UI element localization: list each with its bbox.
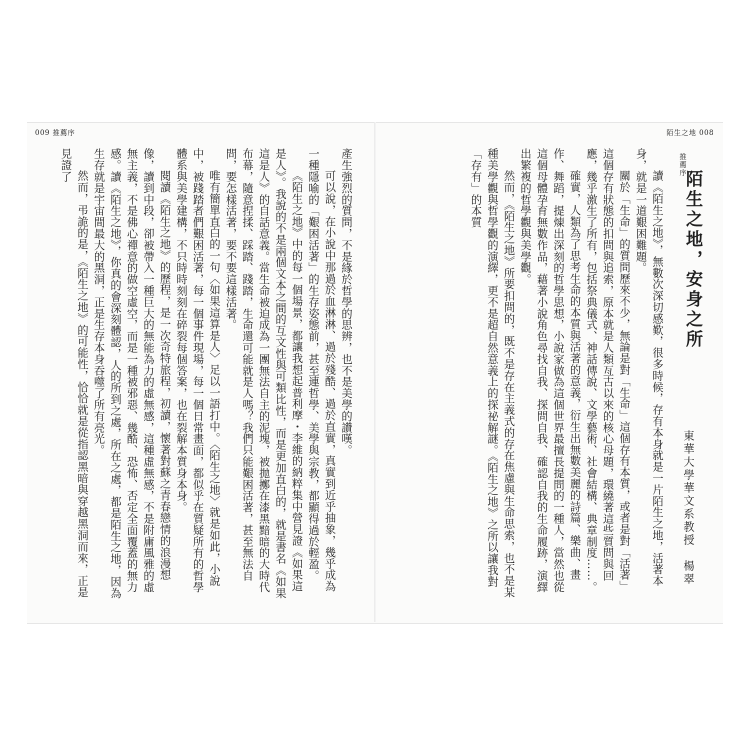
essay-title: 陌生之地，安身之所 [682, 170, 702, 350]
paragraph: 產生強烈的質問，不是緣於哲學的思辨，也不是美學的讚嘆。 [340, 148, 353, 456]
essay-tag: 推薦序 [679, 153, 687, 177]
paragraph: 閱讀《陌生之地》的歷程，是一次奇特旅程，初讀，懷著對蘇之青春戀情的浪漫想像，讀到中段，卻被帶入一種巨大的無能為力的虛無感，這種虛無感，不是附庸風雅的虛無主義，不是佛心禪意的做空虛空，而是一種被邪惡、幾酷、恐怖、否定全面覆蓋的無力感。讀《陌生之地》，你真的會深刻體認，人的所到之處，所在之處，都是陌生之地，因為生存就是宇宙間最大的黑洞，正是生存本身吞噬了所有亮光。 [92, 148, 172, 599]
paragraph: 關於「生命」的質問歷來不少，無論是對「生命」這個存有本質，或者是對「活著」這個存有狀態的扣問與追索，原本就是人類亙古以來的核心母題，環繞著這些質問與回應，幾乎激生了所有，包括祭典儀式、神話傳說、文學藝術、社會結構、典章制度……。 [585, 148, 631, 593]
paragraph: 《陌生之地》中的每一個場景，都讓我想起普利摩・李維的納粹集中營見證《如果這是人》。我說的不是兩個文本之間的互文性與可類比性，而是更加直白的，就是書名《如果這是人》的自話意義。當生命被迫成為一團無法自主的泥塊，被拋擲在漆黑黯暗的大時代布幕，隨意捏揉、踩踏、踐踏，生命還可能就是人嗎？我們只能艱困活著，甚至無法自問，要怎樣活著，要不要這樣活著。 [224, 148, 304, 599]
left-page-body [59, 148, 354, 600]
paragraph: 確實，人類為了思考生命的本質與活著的意義，衍生出無數美麗的詩篇、樂曲、畫作、舞蹈，提煉出深刻的哲學思想，小說家做為這個世界最擅長提問的一種人，當然也從這個母體孕育無數作品，藉著小說角色尋找自我、探問自我、確認自我的生命履跡，演繹出繁複的哲學觀與美學觀。 [519, 148, 582, 593]
paragraph: 然而，弔詭的是，《陌生之地》的可能性，恰恰就是從指認黑暗與穿越黑洞而來，正是見證了 [59, 148, 89, 598]
paragraph: 唯有簡單直白的一句〈如果這算是人〉足以一語打中。〈陌生之地〉就是如此，小說中，被踐踏者們艱困活著，每一個事件現場，每一個日常畫面，都似乎在質疑所有的哲學體系與美學建構，不只時時刻刻在碎裂每個答案，也在裂解本質身本身。 [175, 148, 221, 593]
left-running-head: 009 推薦序 [35, 129, 76, 137]
paragraph: 然而，《陌生之地》所要扣問的，既不是存在主義式的存在焦慮與生命思索，也不是某種美學觀與哲學觀的演繹，更不是超自然意義上的探祕解謎。《陌生之地》之所以讓我對「存有」的本質 [469, 148, 516, 598]
essay-author: 東華大學華文系教授 楊翠 [682, 430, 695, 586]
paragraph: 可以說，在小說中那過於血淋淋、過於殘酷、過於直實，真實到近乎抽象，幾乎成為一種隱喻的「艱困活著」的生存姿態前，甚至連哲學、美學與宗教，都顯得過於輕盈。 [307, 148, 337, 592]
book-gutter [374, 122, 376, 622]
right-running-head: 陌生之地 008 [666, 129, 714, 137]
right-page-body [399, 148, 665, 600]
paragraph: 讀《陌生之地》，無數次深切感歎，很多時候，存有本身就是一片陌生之地，活著本身，就是一道艱困難題。 [634, 148, 664, 587]
